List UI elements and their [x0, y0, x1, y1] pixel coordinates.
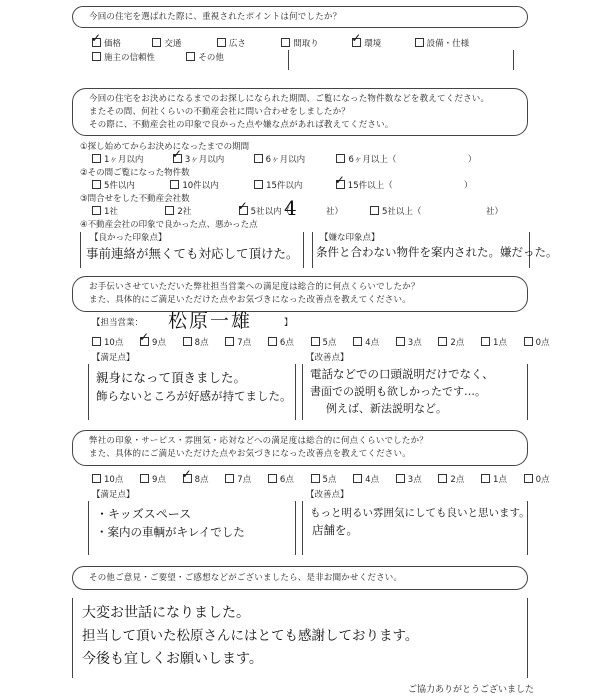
checkbox[interactable] [92, 337, 101, 346]
q5-line1: 大変お世話になりました。 [82, 605, 250, 621]
q5-line2: 担当して頂いた松原さんにはとても感謝しております。 [82, 628, 419, 644]
q4-improve-title: 【改善点】 [306, 490, 349, 500]
checkbox[interactable] [415, 38, 424, 47]
bad-impression-title: 【嫌な印象点】 [320, 233, 380, 243]
q1-question: 今回の住宅を選ばれた際に、重視されたポイントは何でしたか？ [89, 12, 342, 22]
checkbox[interactable] [396, 337, 405, 346]
q4-score-0[interactable]: 0点 [524, 475, 550, 485]
q1-option-builder[interactable]: 施主の信頼性 [92, 53, 155, 63]
checkbox[interactable] [173, 154, 182, 163]
checkbox[interactable] [481, 474, 490, 483]
checkbox[interactable] [254, 180, 263, 189]
q3-satisfied-line1: 親身になって頂きました。 [96, 370, 247, 385]
good-impression-text: 事前連絡が無くても対応して頂けた。 [86, 246, 299, 261]
staff-close: 】 [284, 318, 293, 328]
companies-label: ③問合せをした不動産会社数 [80, 194, 190, 204]
checkbox[interactable] [438, 474, 447, 483]
q3-line2: また、具体的にご満足いただけた点やお気づきになった改善点を教えてください。 [89, 295, 411, 305]
period-close: ） [467, 155, 477, 165]
q3-score-2[interactable]: 2点 [438, 338, 464, 348]
checkbox[interactable] [254, 154, 263, 163]
q4-line1: 弊社の印象・サービス・雰囲気・応対などへの満足度は総合的に何点くらいでしたか？ [89, 436, 428, 446]
checkbox[interactable] [268, 337, 277, 346]
checkbox[interactable] [268, 474, 277, 483]
q3-score-3[interactable]: 3点 [396, 338, 422, 348]
checkbox[interactable] [336, 154, 345, 163]
staff-name: 松原一雄 [168, 310, 253, 332]
q3-score-10[interactable]: 10点 [92, 338, 123, 348]
q1-option-layout[interactable]: 間取り [281, 39, 319, 49]
viewed-5[interactable]: 5件以内 [92, 181, 135, 191]
q4-score-9[interactable]: 9点 [140, 475, 166, 485]
q3-satisfied-title: 【満足点】 [92, 353, 135, 363]
footer-thanks: ご協力ありがとうございました [407, 685, 534, 695]
checkbox[interactable] [524, 474, 533, 483]
period-3m[interactable]: ✓ 3ヶ月以内 [173, 155, 224, 165]
impression-label: ④不動産会社の印象で良かった点、悪かった点 [80, 220, 258, 230]
companies-within5[interactable]: ✓ 5社以内（ [239, 207, 290, 217]
q2-line1: 今回の住宅をお決めになるまでのお探しになられた期間、ご覧になった物件数などを教えてください。 [89, 94, 490, 104]
q4-score-2[interactable]: 2点 [438, 475, 464, 485]
q4-score-6[interactable]: 6点 [268, 475, 294, 485]
q3-score-9[interactable]: ✓ 9点 [140, 338, 166, 348]
q3-score-1[interactable]: 1点 [481, 338, 507, 348]
q3-score-5[interactable]: 5点 [311, 338, 337, 348]
companies-1[interactable]: 1社 [92, 207, 118, 217]
companies-options [92, 206, 290, 218]
checkbox[interactable] [311, 337, 320, 346]
q5-question-box [72, 566, 528, 590]
period-6m-plus[interactable]: 6ヶ月以上（ [336, 155, 396, 165]
period-label: ①探し始めてからお決めになったまでの期間 [80, 142, 250, 152]
companies-unit1: 社） [326, 207, 344, 217]
q3-score-8[interactable]: 8点 [183, 338, 209, 348]
checkbox[interactable] [281, 38, 290, 47]
companies-unit2: 社） [486, 207, 504, 217]
checkbox[interactable] [165, 206, 174, 215]
q4-score-5[interactable]: 5点 [311, 475, 337, 485]
q4-score-3[interactable]: 3点 [396, 475, 422, 485]
q1-option-price[interactable]: ✓価格 [92, 39, 121, 49]
q4-score-8[interactable]: ✓ 8点 [183, 475, 209, 485]
q3-satisfied-line2: 飾らないところが好感が持てました。 [96, 389, 292, 403]
q4-score-7[interactable]: 7点 [225, 475, 251, 485]
viewed-10[interactable]: 10件以内 [170, 181, 218, 191]
q1-option-equipment[interactable]: 設備・仕様 [415, 39, 470, 49]
checkbox[interactable] [140, 337, 149, 346]
period-6m[interactable]: 6ヶ月以内 [254, 155, 305, 165]
viewed-label: ②その間ご覧になった物件数 [80, 168, 190, 178]
q1-option-other[interactable]: その他 [186, 53, 224, 63]
period-1m[interactable]: 1ヶ月以内 [92, 155, 143, 165]
bad-impression-text: 条件と合わない物件を案内された。嫌だった。 [316, 245, 558, 259]
viewed-options [92, 180, 473, 192]
checkbox[interactable] [183, 474, 192, 483]
q3-score-0[interactable]: 0点 [524, 338, 550, 348]
checkbox[interactable] [140, 474, 149, 483]
q3-improve-line2: 書面での説明も欲しかったです…。 [310, 385, 486, 398]
checkbox[interactable] [92, 180, 101, 189]
q4-score-10[interactable]: 10点 [92, 475, 123, 485]
q3-improve-line3: 例えば、新法説明など。 [326, 402, 447, 415]
q3-line1: お手伝いさせていただいた弊社担当営業への満足度は総合的に何点くらいでしたか？ [89, 282, 420, 292]
q2-line3: その際に、不動産会社の印象で良かった点や嫌な点があれば教えてください。 [89, 120, 394, 130]
checkbox[interactable] [524, 337, 533, 346]
q3-improve-line1: 電話などでの口頭説明だけでなく、 [310, 367, 494, 381]
q3-score-6[interactable]: 6点 [268, 338, 294, 348]
checkbox[interactable] [353, 337, 362, 346]
companies-over5[interactable]: 5社以上（ [370, 206, 421, 218]
checkbox[interactable] [225, 474, 234, 483]
q2-line2: またその間、何社くらいの不動産会社に問い合わせをしましたか？ [89, 107, 351, 117]
q4-satisfied-title: 【満足点】 [92, 490, 135, 500]
q4-improve-line2: 店舗を。 [312, 523, 358, 537]
checkbox[interactable] [186, 52, 195, 61]
viewed-close: ） [464, 181, 473, 191]
q5-question: その他ご意見・ご要望・ご感想などがございましたら、是非お聞かせください。 [89, 573, 403, 583]
q3-score-4[interactable]: 4点 [353, 338, 379, 348]
checkbox[interactable] [352, 38, 361, 47]
q4-line2: また、具体的にご満足いただけた点やお気づきになった改善点を教えてください。 [89, 449, 411, 459]
q1-other-bracket[interactable] [288, 50, 514, 70]
checkbox[interactable] [152, 38, 161, 47]
checkbox[interactable] [311, 474, 320, 483]
q4-scores [92, 474, 550, 486]
checkbox[interactable] [217, 38, 226, 47]
q1-option-size[interactable]: 広さ [217, 39, 246, 49]
staff-label: 【担当営業： [92, 318, 144, 328]
q3-scores [92, 337, 550, 349]
q1-question-box [72, 6, 528, 28]
q1-options-row2 [92, 52, 224, 64]
checkbox[interactable] [92, 474, 101, 483]
q4-improve-line1: もっと明るい雰囲気にしても良いと思います。 [310, 507, 530, 519]
q4-score-4[interactable]: 4点 [353, 475, 379, 485]
q4-score-1[interactable]: 1点 [481, 475, 507, 485]
q1-option-transport[interactable]: 交通 [152, 39, 181, 49]
checkbox[interactable] [92, 38, 101, 47]
period-options [92, 154, 476, 166]
good-impression-title: 【良かった印象点】 [90, 233, 167, 243]
companies-2[interactable]: 2社 [165, 207, 191, 217]
q2-question-box [72, 88, 528, 136]
q4-satisfied-line1: ・キッズスペース [96, 507, 192, 521]
q1-options-row1 [92, 38, 469, 50]
checkbox[interactable] [336, 180, 345, 189]
viewed-15[interactable]: 15件以内 [254, 181, 302, 191]
checkbox[interactable] [225, 337, 234, 346]
checkbox[interactable] [92, 206, 101, 215]
companies-count-handwritten: 4 [284, 196, 297, 220]
checkbox[interactable] [396, 474, 405, 483]
checkbox[interactable] [92, 52, 101, 61]
checkbox[interactable] [481, 337, 490, 346]
checkbox[interactable] [170, 180, 179, 189]
checkbox[interactable] [239, 206, 248, 215]
checkbox[interactable] [353, 474, 362, 483]
q3-question-box [72, 276, 528, 312]
q5-line3: 今後も宜しくお願いします。 [82, 651, 263, 667]
q3-improve-title: 【改善点】 [306, 353, 349, 363]
checkbox[interactable] [370, 206, 379, 215]
q3-score-7[interactable]: 7点 [225, 338, 251, 348]
viewed-15-plus[interactable]: ✓ 15件以上（ [336, 181, 393, 191]
checkbox[interactable] [92, 154, 101, 163]
q1-option-environment[interactable]: ✓ 環境 [352, 39, 381, 49]
q4-satisfied-line2: ・案内の車輌がキレイでした [96, 525, 245, 539]
checkbox[interactable] [183, 337, 192, 346]
q4-question-box [72, 430, 528, 466]
checkbox[interactable] [438, 337, 447, 346]
